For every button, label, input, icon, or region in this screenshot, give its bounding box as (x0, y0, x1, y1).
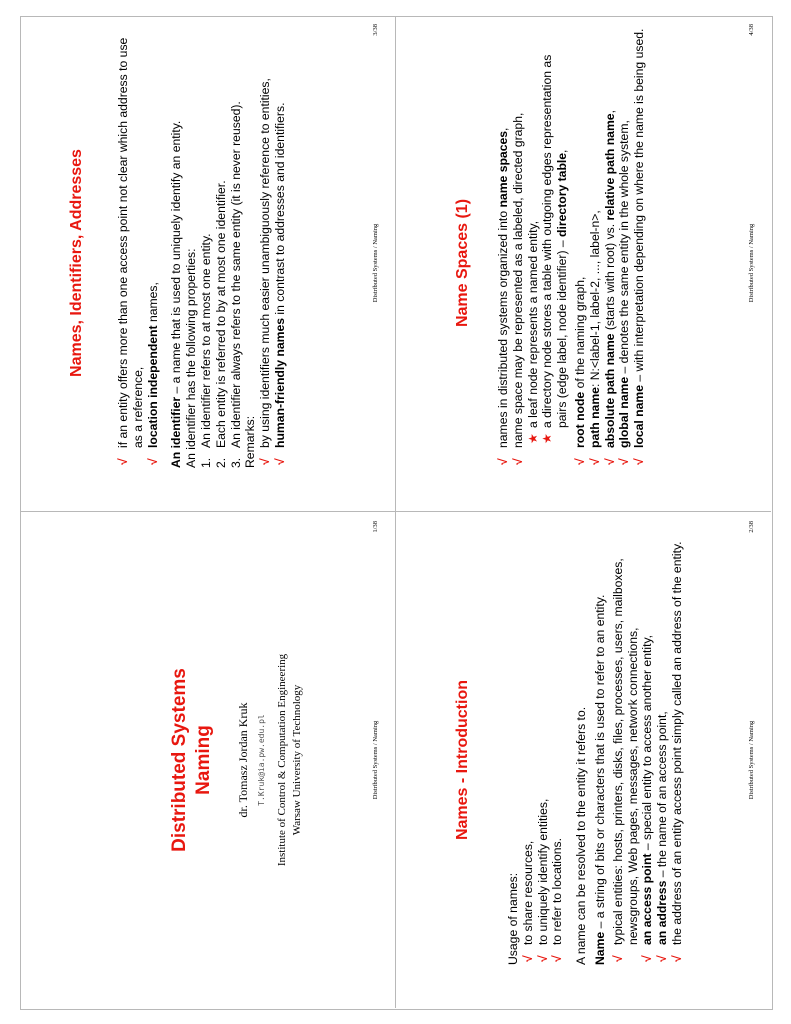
list-item: √ names in distributed systems organized into name spaces, (496, 127, 510, 465)
title-line-2: Naming (193, 725, 214, 795)
institute: Institute of Control & Computation Engineering (276, 653, 288, 867)
check-icon: √ (145, 458, 160, 465)
list-item: √ local name – with interpretation depending on where the name is being used. (632, 28, 647, 465)
footer-text: Distributed Systems / Naming (748, 223, 755, 303)
numbered-item: 2. Each entity is referred to by at most one identifier. (213, 180, 228, 468)
star-bullet-icon: ★ (540, 433, 555, 444)
slide-2-title: Names - Introduction (454, 680, 471, 841)
check-icon: √ (655, 955, 670, 962)
page-number: 4/38 (748, 24, 755, 36)
list-item: √ if an entity offers more than one access point not clear which address to use as a reference, (116, 37, 145, 465)
check-icon: √ (572, 458, 587, 465)
slide-footer (372, 16, 388, 510)
list-item: √ human-friendly names in contrast to addresses and identifiers. (272, 102, 287, 465)
list-item: √ an address – the name of an access point, (655, 711, 670, 962)
slide-footer (748, 16, 764, 510)
usage-heading: Usage of names: (506, 872, 520, 965)
list-item: √ an access point – special entity to access another entity, (640, 634, 655, 962)
check-icon: √ (640, 955, 655, 962)
list-item: √ path name: N:<label-1, label-2, ..., label-n>, (587, 210, 602, 465)
slide-3 (20, 16, 395, 510)
title-line-1: Distributed Systems (169, 668, 190, 852)
university: Warsaw University of Technology (291, 684, 303, 836)
check-icon: √ (535, 955, 550, 962)
list-item: √ global name – denotes the same entity in the whole system, (617, 120, 632, 465)
check-icon: √ (258, 458, 273, 465)
list-item: √ root node of the naming graph, (572, 276, 587, 465)
footer-text: Distributed Systems / Naming (372, 720, 379, 800)
numbered-item: 1. An identifier refers to at most one entity. (198, 233, 213, 468)
check-icon: √ (617, 458, 632, 465)
check-icon: √ (496, 458, 510, 465)
list-item: √ location independent names, (145, 282, 160, 465)
slide-2-body (506, 525, 685, 965)
identifier-definition: An identifier – a name that is used to uniquely identify an entity. (169, 120, 184, 468)
check-icon: √ (669, 955, 684, 962)
check-icon: √ (116, 458, 130, 465)
check-icon: √ (632, 458, 647, 465)
author: dr. Tomasz Jordan Kruk (236, 702, 250, 818)
check-icon: √ (520, 955, 535, 962)
page-number: 1/38 (372, 521, 379, 533)
email: T.Kruk@ia.pw.edu.pl (257, 714, 266, 806)
slide-3-body (116, 28, 288, 468)
numbered-item: 3. An identifier always refers to the same entity (it is never reused). (228, 101, 243, 468)
slide-4 (396, 16, 771, 510)
list-item: √ to uniquely identify entities, (535, 798, 550, 962)
footer-text: Distributed Systems / Naming (372, 223, 379, 303)
check-icon: √ (587, 458, 602, 465)
check-icon: √ (550, 955, 565, 962)
page-number: 3/38 (372, 24, 379, 36)
slide-1-title (168, 513, 216, 1007)
sub-list-item: ★ a directory node stores a table with outgoing edges representation as pairs (edge label, node identifier) – directory table, (540, 54, 570, 444)
row-divider (20, 511, 771, 512)
list-item: √ to refer to locations. (550, 837, 565, 962)
star-bullet-icon: ★ (525, 433, 540, 444)
list-item: √ typical entities: hosts, printers, disks, files, processes, users, mailboxes, newsgroups, Web pages, messages, network connections, (610, 558, 640, 962)
check-icon: √ (602, 458, 617, 465)
slide-2 (396, 513, 771, 1007)
slide-4-body (496, 28, 647, 468)
remarks-heading: Remarks: (243, 415, 258, 468)
list-item: √ by using identifiers much easier unambiguously reference to entities, (258, 78, 273, 465)
page-number: 2/38 (748, 521, 755, 533)
slide-footer (372, 513, 388, 1007)
properties-text: An identifier has the following properties: (184, 248, 199, 468)
check-icon: √ (610, 955, 625, 962)
slide-footer (748, 513, 764, 1007)
check-icon: √ (272, 458, 287, 465)
resolve-text: A name can be resolved to the entity it refers to. (574, 706, 589, 965)
footer-text: Distributed Systems / Naming (748, 720, 755, 800)
list-item: √ to share resources, (520, 840, 535, 962)
slide-1 (20, 513, 395, 1007)
check-icon: √ (510, 458, 525, 465)
sub-list-item: ★ a leaf node represents a named entity, (525, 220, 540, 444)
slide-3-title: Names, Identifiers, Addresses (68, 149, 85, 377)
list-item: √ name space may be represented as a labeled, directed graph, (510, 112, 525, 465)
list-item: √ the address of an entity access point simply called an address of the entity. (669, 541, 684, 962)
list-item: √ absolute path name (starts with root) vs. relative path name, (602, 110, 617, 465)
name-definition: Name – a string of bits or characters that is used to refer to an entity. (592, 594, 607, 965)
slide-4-title: Name Spaces (1) (454, 198, 471, 328)
